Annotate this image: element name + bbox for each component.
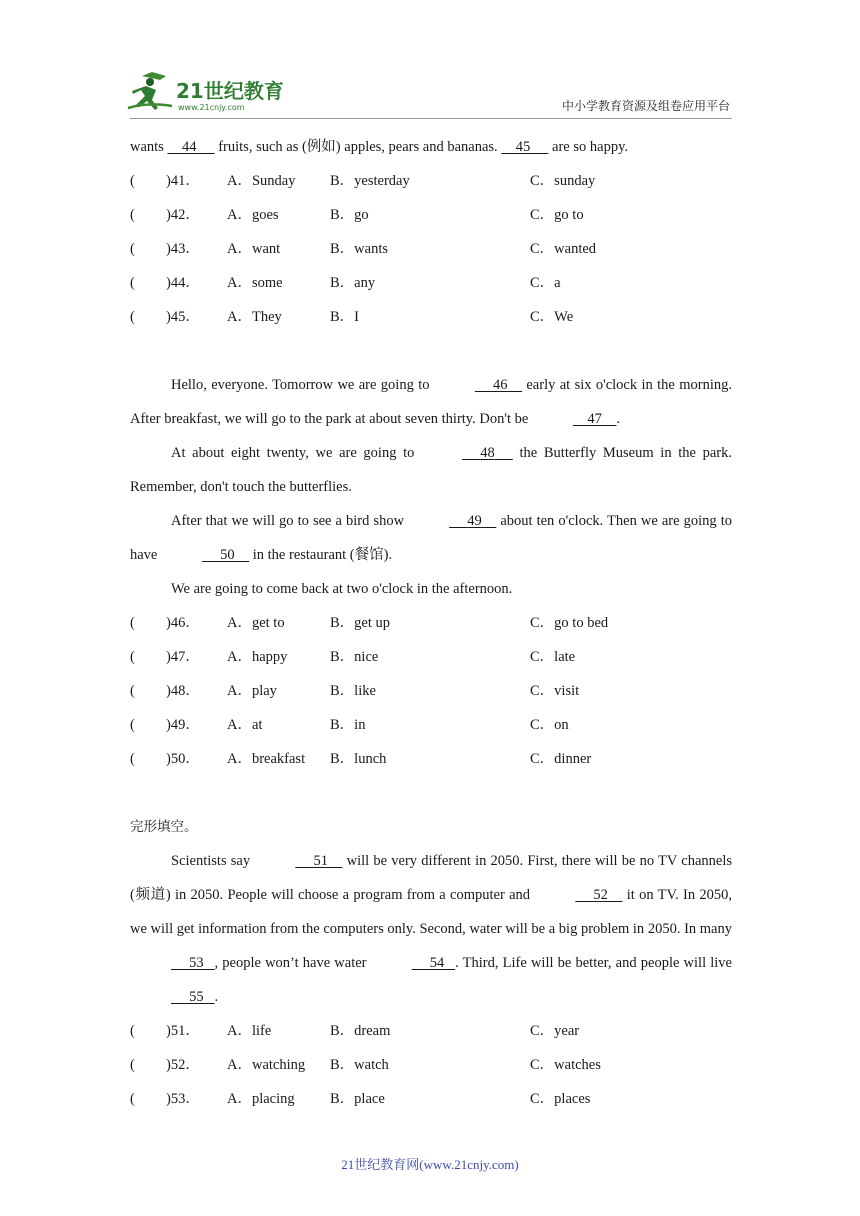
- question-52: ( )52． A．watching B．watch C．watches: [130, 1057, 601, 1073]
- question-47: ( )47． A．happy B．nice C．late: [130, 649, 576, 665]
- passage-continuation: wants 44 fruits, such as (例如) apples, pears and bananas. 45 are so happy.: [130, 130, 732, 164]
- passage-paragraph: Hello, everyone. Tomorrow we are going to 46 early at six o'clock in the morning. After breakfast, we will go to the park at about seven thirty. Don't be 47 .: [130, 368, 732, 436]
- passage-paragraph: After that we will go to see a bird show 49 about ten o'clock. Then we are going to have 50 in the restaurant (餐馆).: [130, 504, 732, 572]
- question-51: ( )51． A．life B．dream C．year: [130, 1023, 580, 1039]
- logo-url: www.21cnjy.com: [178, 103, 245, 112]
- question-41: ( )41． A．Sunday B．yesterday C．sunday: [130, 173, 596, 189]
- question-48: ( )48． A．play B．like C．visit: [130, 683, 580, 699]
- blank-55: 55: [189, 989, 204, 1005]
- question-group-51-53: [130, 1014, 732, 1116]
- logo: [122, 68, 292, 116]
- header-platform-text: 中小学教育资源及组卷应用平台: [561, 99, 730, 113]
- passage-paragraph: We are going to come back at two o'clock in the afternoon.: [171, 581, 513, 597]
- header-divider: [130, 118, 732, 119]
- page-header: [0, 0, 860, 125]
- blank-44: 44: [181, 139, 197, 155]
- blank-48: 48: [480, 445, 495, 461]
- question-46: ( )46． A．get to B．get up C．go to bed: [130, 615, 609, 631]
- blank-50: 50: [220, 547, 235, 563]
- question-44: ( )44． A．some B．any C．a: [130, 275, 561, 291]
- question-group-46-50: [130, 606, 732, 776]
- blank-47: 47: [587, 411, 602, 427]
- question-45: ( )45． A．They B．I C．We: [130, 309, 574, 325]
- logo-text: 21世纪教育: [176, 79, 284, 103]
- question-42: ( )42． A．goes B．go C．go to: [130, 207, 584, 223]
- question-50: ( )50． A．breakfast B．lunch C．dinner: [130, 751, 592, 767]
- blank-51: 51: [313, 853, 328, 869]
- passage-paragraph: Scientists say 51 will be very different in 2050. First, there will be no TV channels (频道) in 2050. People will choose a program from a computer and 52 it on TV. In 2050, we will get information from the computers only. Second, water will be a big problem in 2050. In many 53 , people won’t have water 54 . Third, Life will be better, and people will live 55 .: [130, 844, 732, 1014]
- blank-53: 53: [189, 955, 204, 971]
- page-footer: 21世纪教育网(www.21cnjy.com): [341, 1157, 519, 1172]
- question-49: ( )49． A．at B．in C．on: [130, 717, 569, 733]
- section-title: 完形填空。: [130, 819, 198, 835]
- blank-49: 49: [467, 513, 482, 529]
- blank-45: 45: [515, 139, 531, 155]
- question-53: ( )53． A．placing B．place C．places: [130, 1091, 591, 1107]
- question-43: ( )43． A．want B．wants C．wanted: [130, 241, 597, 257]
- blank-54: 54: [429, 955, 445, 971]
- runner-icon: [128, 72, 172, 110]
- passage-paragraph: At about eight twenty, we are going to 48 the Butterfly Museum in the park. Remember, don't touch the butterflies.: [130, 436, 732, 504]
- worksheet-content: [130, 130, 732, 1116]
- blank-46: 46: [493, 377, 508, 393]
- blank-52: 52: [593, 887, 608, 903]
- question-group-41-45: [130, 164, 732, 334]
